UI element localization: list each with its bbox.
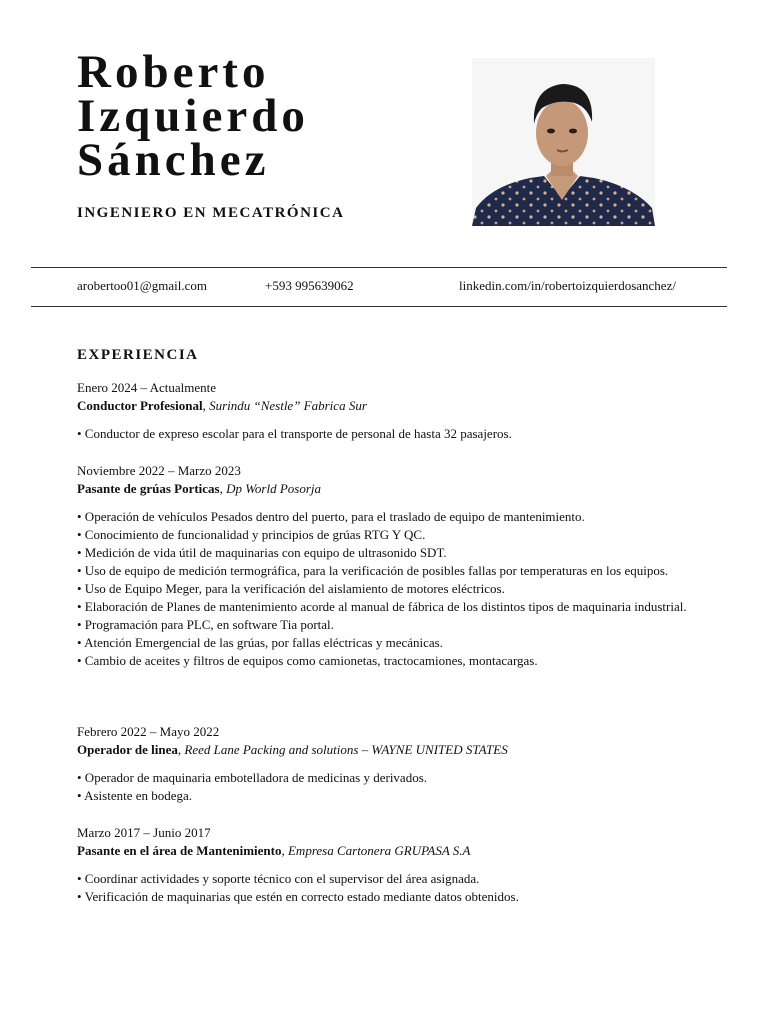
job-company: Dp World Posorja [226,481,321,496]
job-company: Surindu “Nestle” Fabrica Sur [209,398,367,413]
job-bullet: • Uso de Equipo Meger, para la verificación del aislamiento de motores eléctricos. [77,581,505,596]
job-bullet: • Programación para PLC, en software Tia portal. [77,617,334,632]
contact-email[interactable]: arobertoo01@gmail.com [77,278,208,293]
top-divider [31,267,727,268]
job-bullet: • Conductor de expreso escolar para el transporte de personal de hasta 32 pasajeros. [77,426,512,441]
job-bullets [77,508,697,670]
job-bullet: • Operador de maquinaria embotelladora de medicinas y derivados. [77,770,428,785]
contact-phone[interactable]: +593 995639062 [265,278,354,293]
job-bullet: • Verificación de maquinarias que estén en correcto estado mediante datos obtenidos. [77,889,519,904]
job-role-line: Pasante en el área de Mantenimiento, Empresa Cartonera GRUPASA S.A [77,843,471,858]
job-dates: Noviembre 2022 – Marzo 2023 [77,463,241,478]
name-line-last: Sánchez [77,134,270,186]
candidate-name [77,46,309,186]
job-role: Conductor Profesional [77,398,203,413]
profile-photo [472,58,655,226]
job-entry [77,824,697,906]
section-title-experience: EXPERIENCIA [77,347,199,363]
job-bullet: • Cambio de aceites y filtros de equipos como camionetas, tractocamiones, montacargas. [77,653,538,668]
job-bullet: • Uso de equipo de medición termográfica, para la verificación de posibles fallas por temperaturas en los equipos. [77,563,669,578]
job-bullets [77,870,697,906]
contact-linkedin[interactable]: linkedin.com/in/robertoizquierdosanchez/ [459,278,676,293]
job-entry [77,379,697,443]
job-role: Pasante en el área de Mantenimiento [77,843,282,858]
job-bullet: • Coordinar actividades y soporte técnico con el supervisor del área asignada. [77,871,480,886]
bottom-divider [31,306,727,307]
job-role: Pasante de grúas Porticas [77,481,220,496]
job-bullet: • Medición de vida útil de maquinarias con equipo de ultrasonido SDT. [77,545,447,560]
job-dates: Febrero 2022 – Mayo 2022 [77,724,220,739]
job-role-line: Pasante de grúas Porticas, Dp World Posorja [77,481,321,496]
professional-title: INGENIERO EN MECATRÓNICA [77,205,345,221]
job-dates: Enero 2024 – Actualmente [77,380,216,395]
name-line-middle: Izquierdo [77,90,309,142]
job-bullet: • Asistente en bodega. [77,788,193,803]
job-bullet: • Atención Emergencial de las grúas, por fallas eléctricas y mecánicas. [77,635,443,650]
job-dates: Marzo 2017 – Junio 2017 [77,825,211,840]
job-role: Operador de linea [77,742,178,757]
job-entry [77,462,697,670]
job-role-line: Operador de linea, Reed Lane Packing and solutions – WAYNE UNITED STATES [77,742,508,757]
job-company: Reed Lane Packing and solutions – WAYNE UNITED STATES [184,742,508,757]
job-role-line: Conductor Profesional, Surindu “Nestle” Fabrica Sur [77,398,367,413]
name-line-first: Roberto [77,46,270,98]
job-bullet: • Elaboración de Planes de mantenimiento acorde al manual de fábrica de los distintos tipos de maquinaria industrial. [77,599,687,614]
job-bullets [77,425,697,443]
job-bullets [77,769,697,805]
job-company: Empresa Cartonera GRUPASA S.A [287,843,471,858]
job-bullet: • Conocimiento de funcionalidad y principios de grúas RTG Y QC. [77,527,426,542]
job-entry [77,723,697,805]
job-bullet: • Operación de vehículos Pesados dentro del puerto, para el traslado de equipo de mantenimiento. [77,509,585,524]
